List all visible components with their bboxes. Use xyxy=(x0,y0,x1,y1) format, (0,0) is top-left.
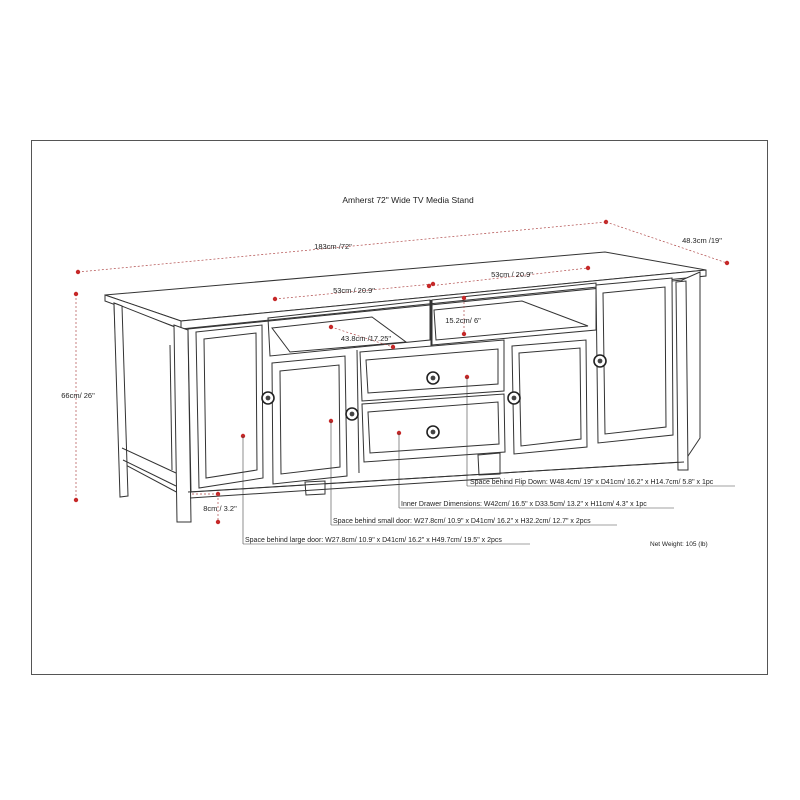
opening-height-label: 15.2cm/ 6" xyxy=(445,316,481,325)
net-weight-label: Net Weight: 105 (lb) xyxy=(650,541,708,548)
depth-label: 48.3cm /19" xyxy=(682,236,722,245)
right-small-door xyxy=(512,340,587,454)
right-opening-width-label: 53cm / 20.9" xyxy=(491,270,533,279)
drawer-knob-icon xyxy=(427,426,439,438)
right-large-door xyxy=(596,278,673,443)
left-small-door xyxy=(272,356,347,484)
center-front-leg xyxy=(305,481,325,495)
opening-depth-label: 43.8cm /17.25" xyxy=(340,334,392,343)
inner-drawer-note: Inner Drawer Dimensions: W42cm/ 16.5" x D33.5cm/ 13.2" x H11cm/ 4.3" x 1pc xyxy=(401,501,647,508)
door-knob-icon xyxy=(346,408,358,420)
large-door-note: Space behind large door: W27.8cm/ 10.9" x D41cm/ 16.2" x H49.7cm/ 19.5" x 2pcs xyxy=(245,537,502,544)
flip-down-note: Space behind Flip Down: W48.4cm/ 19" x D41cm/ 16.2" x H14.7cm/ 5.8" x 1pc xyxy=(470,479,714,486)
diagram-title: Amherst 72" Wide TV Media Stand xyxy=(342,195,474,205)
door-knob-icon xyxy=(262,392,274,404)
leg-height-label: 8cm / 3.2" xyxy=(203,504,237,513)
right-front-leg xyxy=(676,281,688,470)
small-door-note: Space behind small door: W27.8cm/ 10.9" x D41cm/ 16.2" x H32.2cm/ 12.7" x 2pcs xyxy=(333,518,591,525)
height-label: 66cm/ 26" xyxy=(61,391,95,400)
door-knob-icon xyxy=(508,392,520,404)
door-knob-icon xyxy=(594,355,606,367)
overall-width-label: 183cm /72" xyxy=(314,242,352,251)
drawer-knob-icon xyxy=(427,372,439,384)
center-back-leg xyxy=(478,453,500,475)
left-opening-width-label: 53cm / 20.9" xyxy=(333,286,375,295)
